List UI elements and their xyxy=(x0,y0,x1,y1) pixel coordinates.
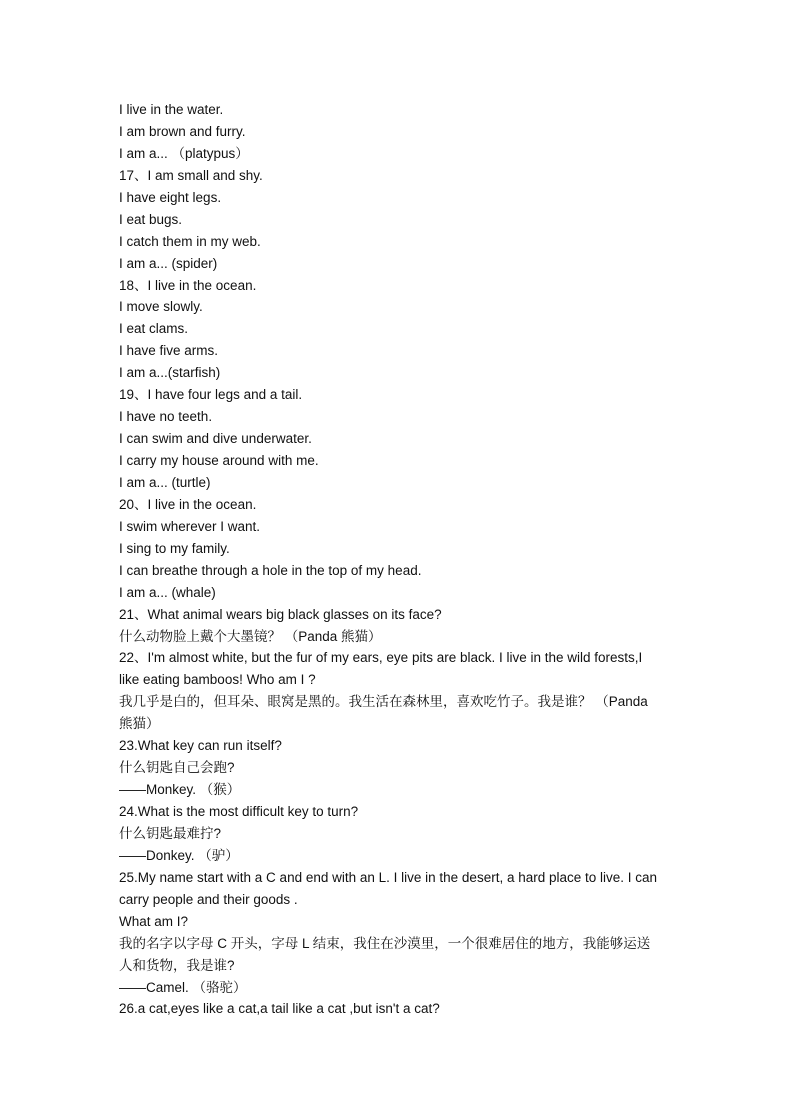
text-line: 18、I live in the ocean. xyxy=(119,277,257,293)
text-line: I live in the water. xyxy=(119,102,224,117)
text-line: 什么动物脸上戴个大墨镜？ （Panda 熊猫） xyxy=(119,628,382,644)
text-line: 25.My name start with a C and end with an L. I live in the desert, a hard place to live. I can xyxy=(119,869,658,885)
text-line: 19、I have four legs and a tail. xyxy=(119,387,303,403)
text-line: ——Camel. （骆驼） xyxy=(119,979,247,995)
text-line: I have five arms. xyxy=(119,343,219,359)
text-line: 熊猫） xyxy=(119,716,160,732)
text-line: I carry my house around with me. xyxy=(119,453,319,468)
text-line: I sing to my family. xyxy=(119,540,230,556)
text-line: I eat bugs. xyxy=(119,211,183,227)
text-line: I move slowly. xyxy=(119,299,203,315)
text-line: 22、I'm almost white, but the fur of my ears, eye pits are black. I live in the wild forests,I xyxy=(119,650,643,666)
text-line: I am a... (turtle) xyxy=(119,474,211,490)
text-line: 26.a cat,eyes like a cat,a tail like a cat ,but isn't a cat? xyxy=(119,1001,440,1017)
text-line: 我的名字以字母 C 开头，字母 L 结束，我住在沙漠里，一个很难居住的地方，我能够运送 xyxy=(119,935,651,951)
text-line: I can breathe through a hole in the top of my head. xyxy=(119,562,422,578)
text-line: 17、I am small and shy. xyxy=(119,167,263,183)
text-line: ——Donkey. （驴） xyxy=(119,847,239,863)
text-line: I swim wherever I want. xyxy=(119,518,261,534)
text-line: 20、I live in the ocean. xyxy=(119,496,257,512)
text-line: I am a... (whale) xyxy=(119,584,216,600)
text-line: I am brown and furry. xyxy=(119,123,246,139)
text-line: carry people and their goods . xyxy=(119,891,298,907)
text-line: like eating bamboos! Who am I ? xyxy=(119,672,316,688)
text-line: 人和货物，我是谁? xyxy=(119,957,235,973)
text-line: 23.What key can run itself? xyxy=(119,738,282,754)
text-line: What am I? xyxy=(119,913,189,929)
text-line: I eat clams. xyxy=(119,321,189,337)
text-line: 什么钥匙最难拧? xyxy=(119,825,222,841)
text-line: I am a...(starfish) xyxy=(119,365,221,381)
text-line: I have no teeth. xyxy=(119,409,213,425)
text-line: 21、What animal wears big black glasses on its face? xyxy=(119,606,442,622)
text-line: 我几乎是白的，但耳朵、眼窝是黑的。我生活在森林里，喜欢吃竹子。我是谁？ （Panda xyxy=(119,694,648,710)
text-line: I can swim and dive underwater. xyxy=(119,431,312,447)
text-line: ——Monkey. （猴） xyxy=(119,782,241,798)
text-line: 什么钥匙自己会跑? xyxy=(119,760,235,776)
text-line: I have eight legs. xyxy=(119,189,222,205)
text-line: I am a... （platypus） xyxy=(119,145,249,161)
text-line: 24.What is the most difficult key to turn? xyxy=(119,804,359,819)
document-body xyxy=(119,99,679,1020)
text-line: I catch them in my web. xyxy=(119,233,261,249)
text-line: I am a... (spider) xyxy=(119,255,218,271)
